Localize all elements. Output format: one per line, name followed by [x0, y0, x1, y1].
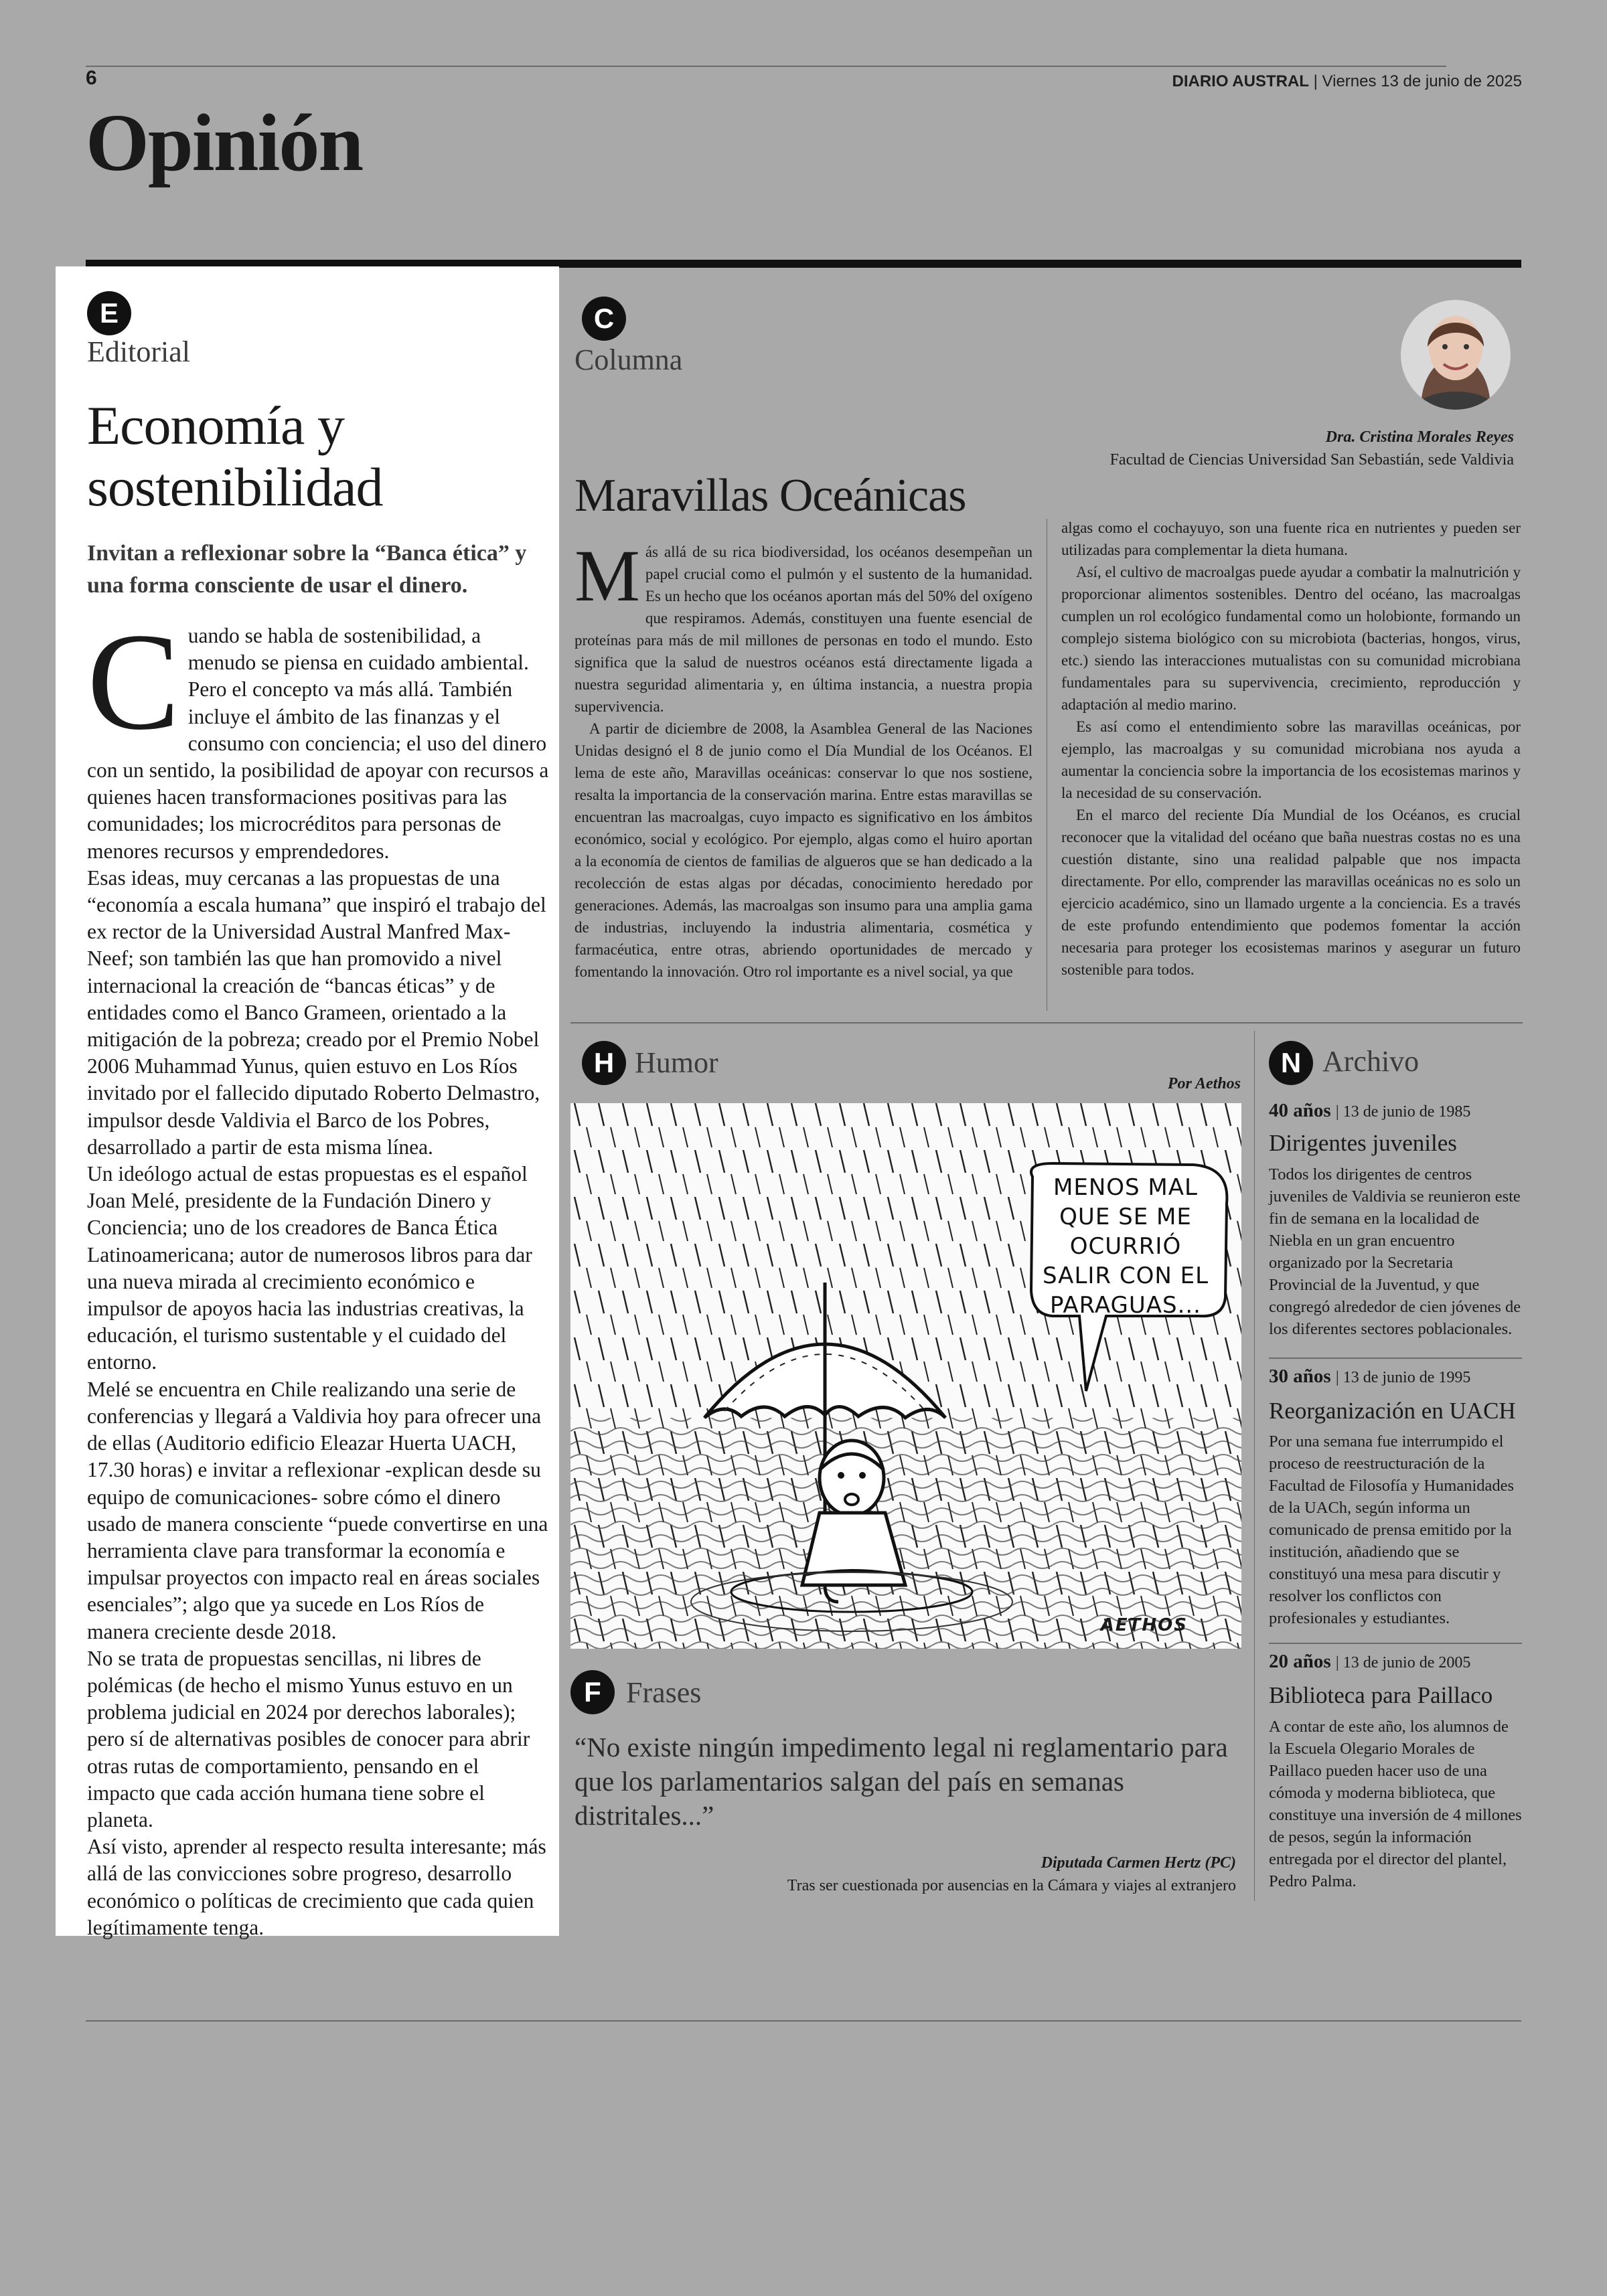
speech-bubble-text: [1030, 1173, 1221, 1319]
editorial-badge: E: [87, 291, 131, 335]
editorial-paragraph: Así visto, aprender al respecto resulta interesante; más allá de las convicciones sobre progreso, desarrollo económico o políticas de crecimiento que cada quien legítimamente tenga.: [87, 1835, 546, 1939]
publication-name: DIARIO AUSTRAL: [1172, 72, 1309, 90]
archivo-years-label: 20 años: [1269, 1651, 1331, 1672]
editorial-headline-line2: sostenibilidad: [87, 457, 383, 517]
archivo-years-label: 30 años: [1269, 1366, 1331, 1387]
columna-paragraph: algas como el cochayuyo, son una fuente rica en nutrientes y pueden ser utilizadas para complementar la dieta humana.: [1061, 519, 1521, 558]
masthead-separator: |: [1313, 72, 1322, 90]
speech-line: SALIR CON EL: [1042, 1262, 1209, 1289]
editorial-kicker: Editorial: [87, 335, 190, 368]
cartoon-signature: AETHOS: [1100, 1615, 1188, 1635]
archivo-kicker: Archivo: [1322, 1045, 1420, 1078]
speech-line: MENOS MAL: [1053, 1174, 1198, 1201]
archivo-item-date: | 13 de junio de 1985: [1335, 1103, 1471, 1121]
archivo-item-rule: [1269, 1643, 1522, 1644]
columna-paragraph: A partir de diciembre de 2008, la Asamblea General de las Naciones Unidas designó el 8 de junio como el Día Mundial de los Océanos. El lema de este año, Maravillas oceánicas: conservar lo que nos sostiene, resalta la importancia de la conservación marina. Entre estas maravillas se encuentran las macroalgas, cuyo impacto es significativo en los ámbitos económico, social y ecológico. Por ejemplo, algas como el huiro aportan a la economía de cientos de familias de algueros que se han dedicado a la recolección de estas algas por décadas, conocimiento heredado por generaciones. Además, las macroalgas son insumo para una amplia gama de industrias, incluyendo la industria alimentaria, cosmética y farmacéutica, entre otras, abriendo oportunidades de mercado y fomentando la innovación. Otro rol importante es a nivel social, ya que: [575, 720, 1032, 980]
frases-kicker: Frases: [626, 1676, 702, 1709]
editorial-paragraph: Melé se encuentra en Chile realizando una serie de conferencias y llegará a Valdivia hoy para ofrecer una de ellas (Auditorio edificio Eleazar Huerta UACH, 17.30 horas) e invitar a reflexionar -explican desde su equipo de comunicaciones- sobre cómo el dinero usado de manera consciente “puede convertirse en una herramienta clave para transformar la economía e impulsar proyectos con impacto real en áreas sociales esenciales”; algo que ya sucede en Los Ríos de manera creciente desde 2018.: [87, 1377, 548, 1643]
issue-date: Viernes 13 de junio de 2025: [1322, 72, 1522, 90]
archivo-item-body: Todos los dirigentes de centros juveniles de Valdivia se reunieron este fin de semana en la localidad de Niebla en un gran encuentro organizado por la Secretaria Provincial de la Juventud, y que congregó alrededor de cien jóvenes de los diferentes sectores poblacionales.: [1269, 1165, 1521, 1338]
bottom-rule: [86, 2020, 1521, 2022]
editorial-headline: [87, 395, 542, 518]
columna-paragraph: Así, el cultivo de macroalgas puede ayudar a combatir la malnutrición y proporcionar alimentos sostenibles. Dentro del océano, las macroalgas cumplen un rol ecológico fundamental como un holobionte, formando un complejo sistema biológico con su microbiota (bacterias, hongos, virus, etc.) siendo las interacciones mutualistas con su comunidad microbiana fundamentales para su supervivencia, crecimiento, reproducción y adaptación al medio marino.: [1061, 564, 1521, 713]
columna-dropcap: M: [575, 535, 640, 617]
author-name: Dra. Cristina Morales Reyes: [1325, 428, 1514, 446]
editorial-deck: Invitan a reflexionar sobre la “Banca ética” y una forma consciente de usar el dinero.: [87, 541, 527, 598]
archivo-item-title: Biblioteca para Paillaco: [1269, 1682, 1493, 1708]
author-photo: [1401, 300, 1511, 410]
editorial-paragraph: Cuando se habla de sostenibilidad, a menudo se piensa en cuidado ambiental. Pero el concepto va más allá. También incluye el ámbito de las finanzas y el consumo con conciencia; el uso del dinero con un sentido, la posibilidad de apoyar con recursos a quienes hacen transformaciones positivas para las comunidades; los microcréditos para personas de menores recursos y emprendedores.: [87, 604, 549, 863]
archivo-badge: N: [1269, 1041, 1313, 1085]
columna-kicker: Columna: [575, 343, 683, 376]
humor-cartoon: [570, 1103, 1241, 1649]
frases-badge: F: [570, 1670, 615, 1714]
frases-quote: “No existe ningún impedimento legal ni reglamentario para que los parlamentarios salgan del país en semanas distritales...”: [575, 1732, 1228, 1831]
archivo-item-rule: [1269, 1358, 1522, 1359]
archivo-item-title: Reorganización en UACH: [1269, 1398, 1516, 1424]
frases-author: Diputada Carmen Hertz (PC): [1041, 1854, 1236, 1872]
section-title: Opinión: [86, 98, 363, 188]
editorial-paragraph: Un ideólogo actual de estas propuestas es el español Joan Melé, presidente de la Fundación Dinero y Conciencia; uno de los creadores de Banca Ética Latinoamericana; autor de numerosos libros para dar una nueva mirada al crecimiento económico e impulsor de apoyos hacia las industrias creativas, la educación, el turismo sustentable y el cuidado del entorno.: [87, 1162, 532, 1374]
archivo-item-years: [1269, 1651, 1470, 1673]
frases-context: Tras ser cuestionada por ausencias en la Cámara y viajes al extranjero: [787, 1877, 1236, 1894]
speech-line: QUE SE ME: [1059, 1204, 1192, 1230]
top-rule: [86, 66, 1446, 67]
columna-headline: Maravillas Oceánicas: [575, 470, 966, 521]
editorial-paragraph: Esas ideas, muy cercanas a las propuestas de una “economía a escala humana” que inspiró el trabajo del ex rector de la Universidad Austral Manfred Max-Neef; son también las que han promovido a nivel internacional la creación de “bancas éticas” y de entidades como el Banco Grameen, orientado a la mitigación de la pobreza; creado por el Premio Nobel 2006 Muhammad Yunus, quien estuvo en Los Ríos invitado por el fallecido diputado Roberto Delmastro, impulsor desde Valdivia el Barco de los Pobres, desarrollado a partir de esta misma línea.: [87, 866, 546, 1159]
author-affiliation: Facultad de Ciencias Universidad San Sebastián, sede Valdivia: [1109, 451, 1514, 469]
editorial-body: [87, 604, 550, 1941]
archivo-item-years: [1269, 1100, 1470, 1122]
editorial-paragraph: No se trata de propuestas sencillas, ni libres de polémicas (de hecho el mismo Yunus estuvo en un problema judicial en 2024 por derechos laborales); pero sí de alternativas posibles de conocer para abrir otras rutas de comportamiento, pensando en el impacto que cada acción humana tiene sobre el planeta.: [87, 1646, 530, 1831]
columna-badge: C: [582, 297, 626, 341]
columna-text-col1: [575, 535, 1032, 983]
archivo-item-date: | 13 de junio de 2005: [1335, 1654, 1471, 1671]
columna-text-col2: [1061, 517, 1521, 981]
speech-line: PARAGUAS...: [1050, 1292, 1201, 1319]
page-number: 6: [86, 67, 97, 89]
masthead: [1172, 72, 1522, 91]
archivo-item-body: A contar de este año, los alumnos de la Escuela Olegario Morales de Paillaco pueden hacer uso de una cómoda y moderna biblioteca, que constituye una inversión de 4 millones de pesos, según la información entregada por el director del plantel, Pedro Palma.: [1269, 1718, 1522, 1890]
archivo-item-title: Dirigentes juveniles: [1269, 1130, 1457, 1156]
columna-paragraph: Más allá de su rica biodiversidad, los océanos desempeñan un papel crucial como el pulmón y el sustento de la humanidad. Es un hecho que los océanos aportan más del 50% del oxígeno que respiramos. Además, constituyen una fuente esencial de proteínas para más de mil millones de personas en todo el mundo. Esto significa que la salud de nuestros océanos está directamente ligada a nuestra seguridad alimentaria y, en última instancia, a nuestra propia supervivencia.: [575, 535, 1032, 715]
archivo-item-years: [1269, 1366, 1470, 1388]
columna-paragraph: En el marco del reciente Día Mundial de los Océanos, es crucial reconocer que la vitalidad del océano que baña nuestras costas no es una cuestión distante, sino una realidad palpable que nos impacta directamente. Por ello, comprender las maravillas oceánicas no es solo un ejercicio académico, sino un llamado urgente a la conciencia. Es a través de este profundo entendimiento que podemos fomentar la acción necesaria para proteger los ecosistemas marinos y asegurar un futuro sostenible para todos.: [1061, 807, 1521, 978]
humor-kicker: Humor: [635, 1046, 718, 1079]
editorial-dropcap: C: [87, 604, 180, 758]
lower-section-rule: [570, 1022, 1523, 1023]
archivo-item-body: Por una semana fue interrumpido el proceso de reestructuración de la Facultad de Filosofía y Humanidades de la UACh, según informa un comunicado de prensa emitido por la institución, añadiendo que se constituyó una mesa para discutir y resolver los conflictos con profesionales y estudiantes.: [1269, 1432, 1515, 1627]
speech-line: OCURRIÓ: [1069, 1233, 1182, 1260]
columna-paragraph: Es así como el entendimiento sobre las maravillas oceánicas, por ejemplo, las macroalgas y su comunidad microbiana nos ayuda a aumentar la conciencia sobre la importancia de los ecosistemas marinos y la necesidad de su conservación.: [1061, 718, 1521, 801]
editorial-headline-line1: Economía y: [87, 395, 344, 456]
archivo-years-label: 40 años: [1269, 1100, 1331, 1121]
archivo-divider: [1254, 1031, 1255, 1901]
archivo-item-date: | 13 de junio de 1995: [1335, 1369, 1471, 1386]
humor-credit: Por Aethos: [1167, 1075, 1241, 1092]
humor-badge: H: [582, 1041, 626, 1085]
